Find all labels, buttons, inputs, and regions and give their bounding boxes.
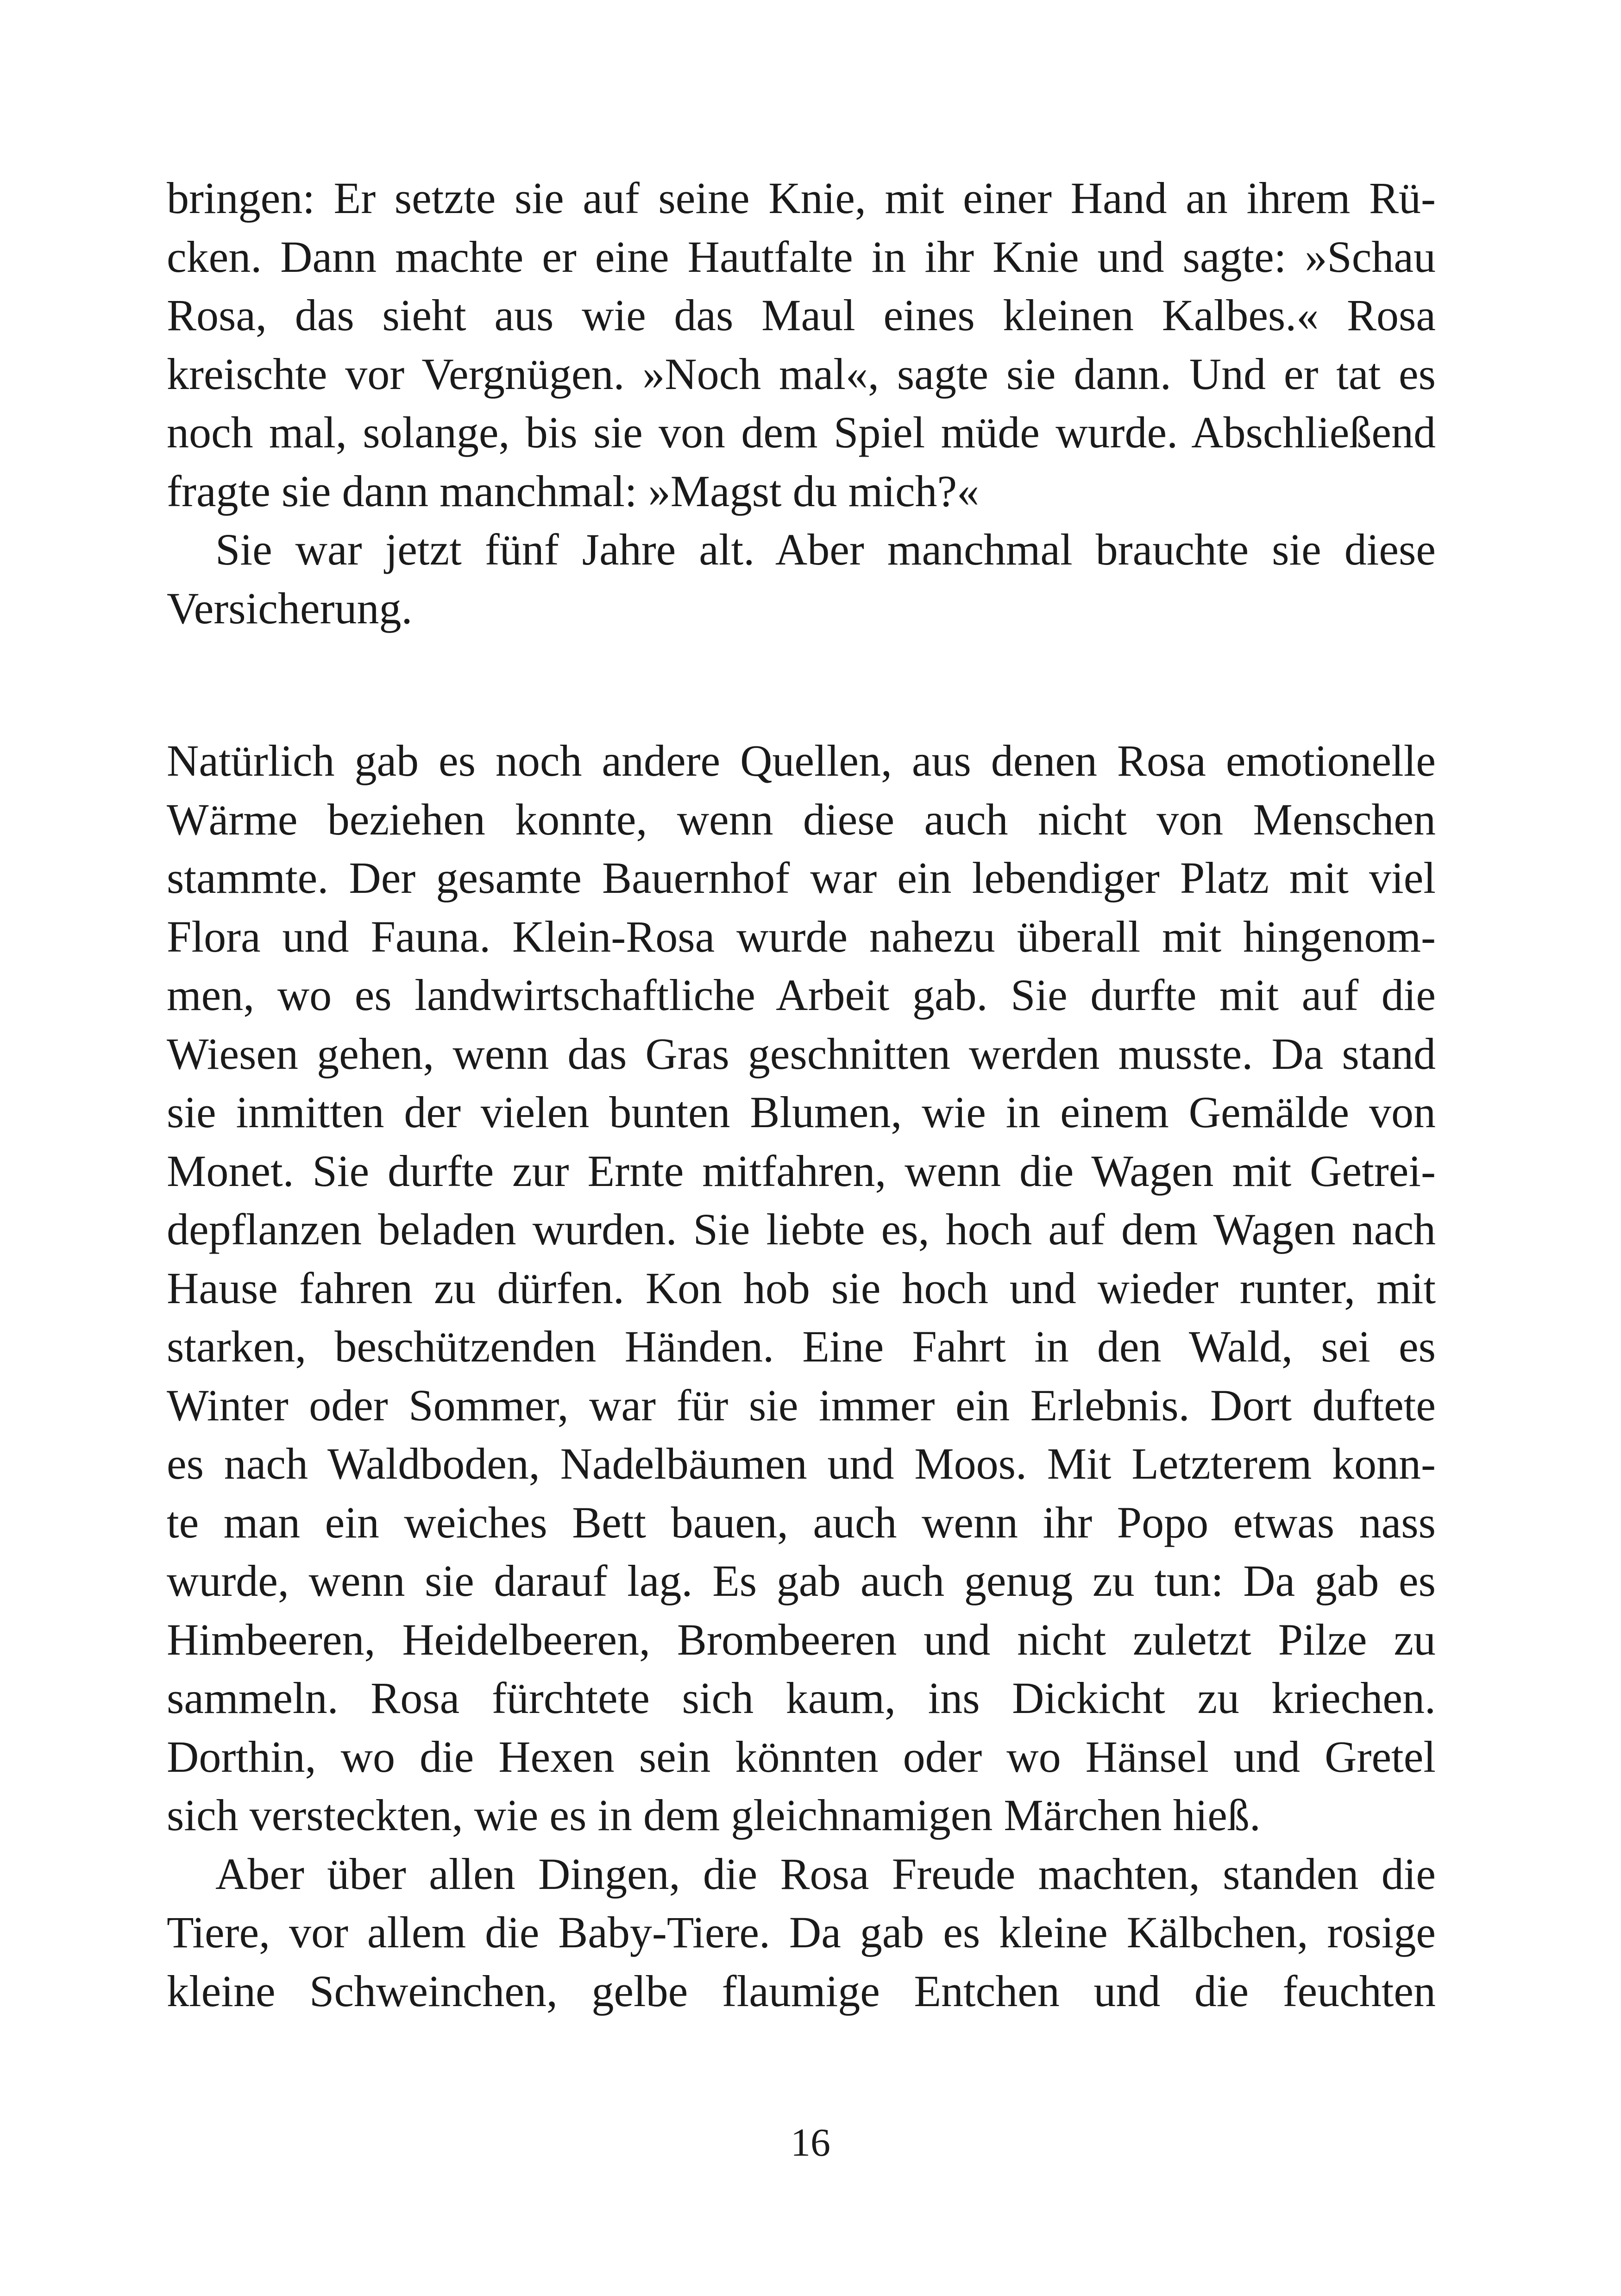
text-section-1 (167, 169, 1436, 638)
text-line: kleine Schweinchen, gelbe flaumige Entchen und die feuchten (167, 1966, 1436, 2016)
text-line: kreischte vor Vergnügen. »Noch mal«, sagte sie dann. Und er tat es (167, 349, 1436, 399)
text-line: Monet. Sie durfte zur Ernte mitfahren, wenn die Wagen mit Getrei- (167, 1146, 1436, 1196)
text-line: men, wo es landwirtschaftliche Arbeit gab. Sie durfte mit auf die (167, 970, 1436, 1020)
text-line: Wiesen gehen, wenn das Gras geschnitten werden musste. Da stand (167, 1029, 1436, 1079)
text-line: Dorthin, wo die Hexen sein könnten oder wo Hänsel und Gretel (167, 1731, 1436, 1782)
text-line: Rosa, das sieht aus wie das Maul eines kleinen Kalbes.« Rosa (167, 290, 1436, 340)
text-line: noch mal, solange, bis sie von dem Spiel müde wurde. Abschließend (167, 408, 1436, 457)
text-line: Hause fahren zu dürfen. Kon hob sie hoch und wieder runter, mit (167, 1263, 1436, 1313)
text-line: stammte. Der gesamte Bauernhof war ein lebendiger Platz mit viel (167, 853, 1436, 903)
text-line: depflanzen beladen wurden. Sie liebte es, hoch auf dem Wagen nach (167, 1204, 1436, 1254)
text-line: wurde, wenn sie darauf lag. Es gab auch genug zu tun: Da gab es (167, 1556, 1436, 1606)
text-line: sich versteckten, wie es in dem gleichnamigen Märchen hieß. (167, 1790, 1261, 1840)
text-line: fragte sie dann manchmal: »Magst du mich?« (167, 466, 980, 516)
text-line: sammeln. Rosa fürchtete sich kaum, ins Dickicht zu kriechen. (167, 1673, 1436, 1723)
page-number: 16 (791, 2120, 830, 2164)
text-line: te man ein weiches Bett bauen, auch wenn ihr Popo etwas nass (167, 1497, 1436, 1547)
text-line: sie inmitten der vielen bunten Blumen, wie in einem Gemälde von (167, 1087, 1436, 1137)
text-line: Tiere, vor allem die Baby-Tiere. Da gab es kleine Kälbchen, rosige (167, 1907, 1436, 1957)
text-line: Natürlich gab es noch andere Quellen, aus denen Rosa emotionelle (167, 736, 1436, 785)
text-line: Flora und Fauna. Klein-Rosa wurde nahezu überall mit hingenom- (167, 911, 1436, 961)
text-line: Wärme beziehen konnte, wenn diese auch nicht von Menschen (167, 794, 1436, 844)
text-line: Winter oder Sommer, war für sie immer ein Erlebnis. Dort duftete (167, 1380, 1436, 1430)
text-line: Aber über allen Dingen, die Rosa Freude machten, standen die (215, 1849, 1436, 1899)
text-line: Sie war jetzt fünf Jahre alt. Aber manchmal brauchte sie diese (215, 525, 1436, 574)
text-line: starken, beschützenden Händen. Eine Fahrt in den Wald, sei es (167, 1322, 1436, 1371)
text-line: Versicherung. (167, 583, 413, 633)
text-line: es nach Waldboden, Nadelbäumen und Moos. Mit Letzterem konn- (167, 1439, 1436, 1488)
text-section-2 (167, 732, 1436, 2020)
text-line: bringen: Er setzte sie auf seine Knie, mit einer Hand an ihrem Rü- (167, 173, 1436, 223)
text-line: cken. Dann machte er eine Hautfalte in ihr Knie und sagte: »Schau (167, 232, 1436, 282)
text-line: Himbeeren, Heidelbeeren, Brombeeren und nicht zuletzt Pilze zu (167, 1614, 1436, 1664)
